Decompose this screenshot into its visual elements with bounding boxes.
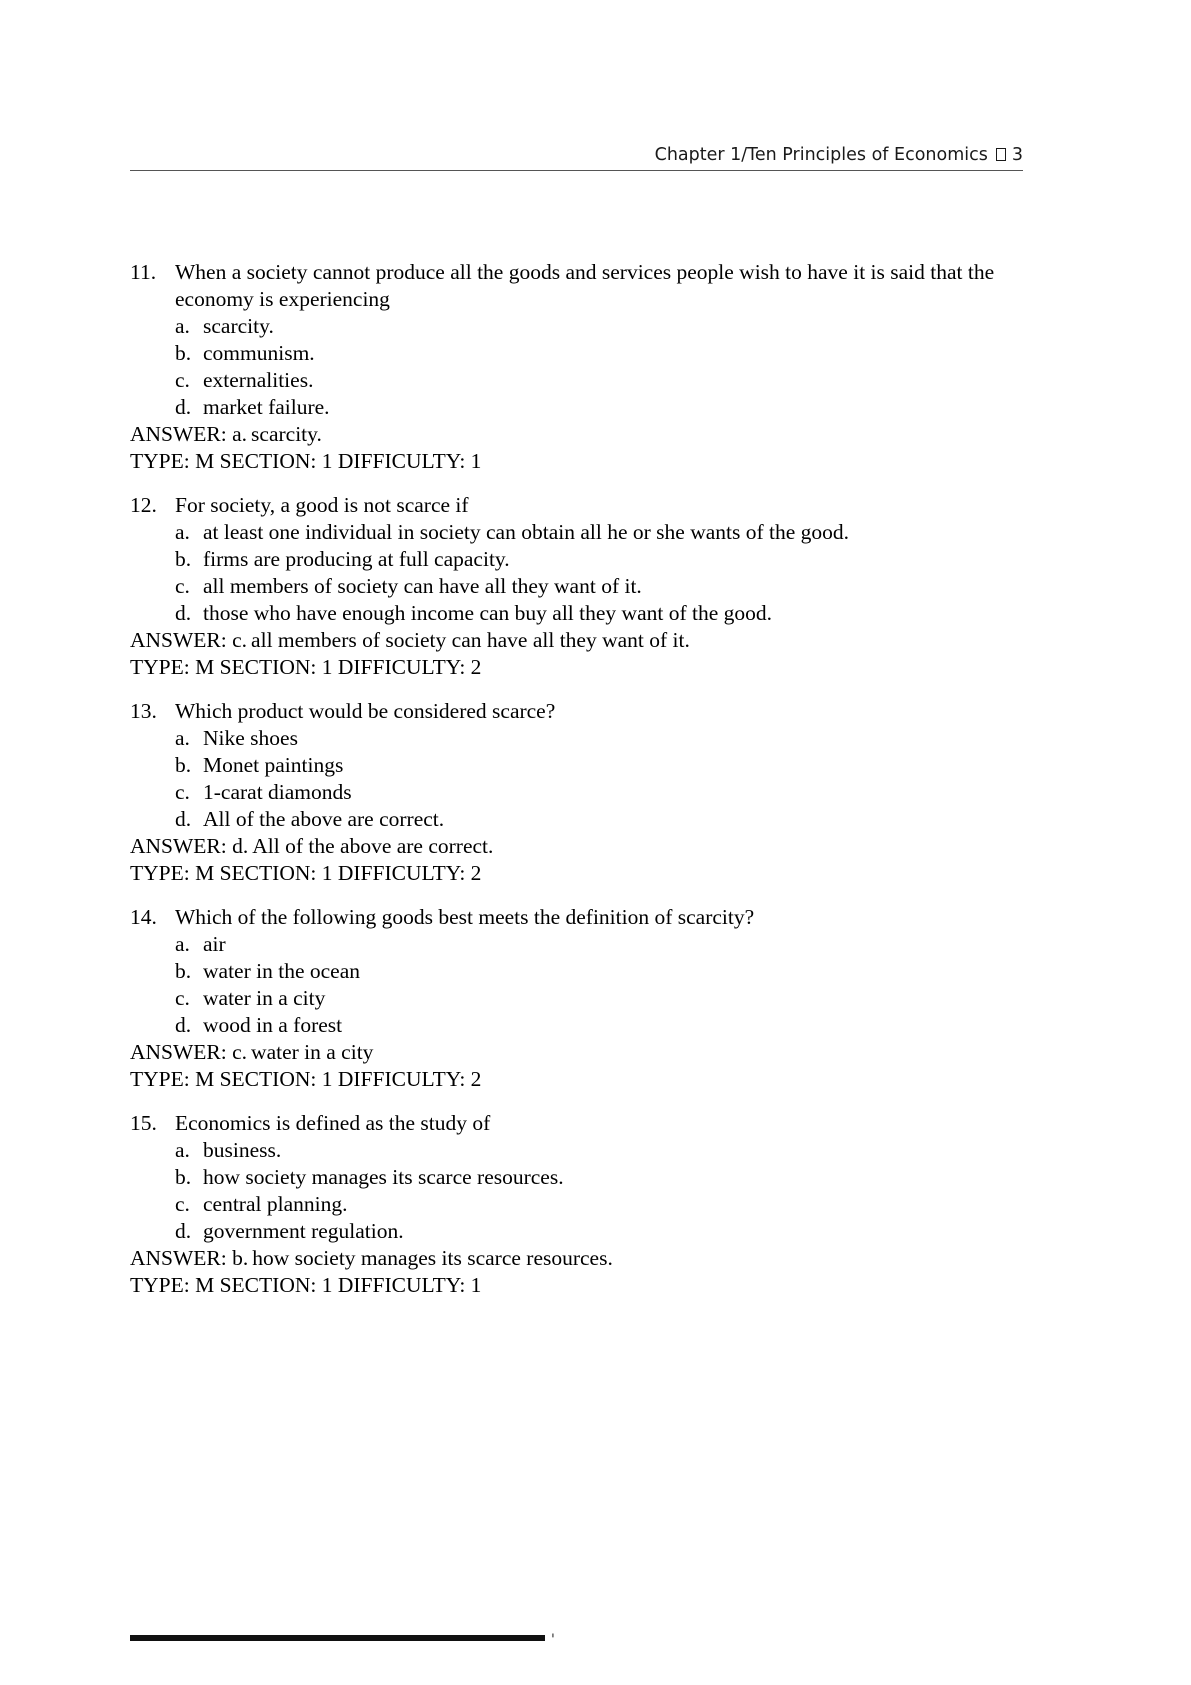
question-block	[130, 698, 1020, 887]
option-letter: b.	[175, 959, 192, 983]
option-row	[175, 367, 1020, 394]
option-letter: b.	[175, 753, 192, 777]
option-letter: a.	[175, 726, 190, 750]
option-row	[175, 573, 1020, 600]
question-meta: TYPE: M SECTION: 1 DIFFICULTY: 1	[130, 449, 482, 473]
footer-rule	[130, 1635, 545, 1641]
answer-label: ANSWER: a.	[130, 422, 248, 446]
page-footer	[130, 1632, 555, 1648]
option-text: Monet paintings	[203, 753, 344, 777]
header-rule	[130, 170, 1023, 171]
option-row	[175, 546, 1020, 573]
option-text: water in the ocean	[203, 959, 360, 983]
answer-text: how society manages its scarce resources.	[252, 1246, 613, 1270]
question-text: Which of the following goods best meets the definition of scarcity?	[175, 905, 755, 929]
option-text: communism.	[203, 341, 315, 365]
option-row	[175, 806, 1020, 833]
option-text: firms are producing at full capacity.	[203, 547, 510, 571]
option-row	[175, 779, 1020, 806]
question-head	[130, 1110, 1020, 1137]
header-title: Chapter 1/Ten Principles of Economics	[654, 145, 988, 165]
question-block	[130, 1110, 1020, 1299]
option-letter: b.	[175, 1165, 192, 1189]
question-meta: TYPE: M SECTION: 1 DIFFICULTY: 2	[130, 861, 482, 885]
option-letter: d.	[175, 807, 192, 831]
question-text: For society, a good is not scarce if	[175, 493, 469, 517]
answer-line	[130, 1245, 1020, 1272]
option-text: how society manages its scarce resources.	[203, 1165, 564, 1189]
option-letter: c.	[175, 574, 190, 598]
option-letter: a.	[175, 1138, 190, 1162]
question-number: 14.	[130, 905, 157, 929]
option-letter: b.	[175, 341, 192, 365]
answer-text: water in a city	[251, 1040, 374, 1064]
answer-line	[130, 1039, 1020, 1066]
option-text: air	[203, 932, 226, 956]
option-row	[175, 1137, 1020, 1164]
question-block	[130, 259, 1020, 475]
option-letter: d.	[175, 395, 192, 419]
option-row	[175, 931, 1020, 958]
option-row	[175, 600, 1020, 627]
option-letter: a.	[175, 520, 190, 544]
option-row	[175, 985, 1020, 1012]
question-text: Economics is defined as the study of	[175, 1111, 491, 1135]
option-row	[175, 958, 1020, 985]
option-text: Nike shoes	[203, 726, 298, 750]
answer-line	[130, 627, 1020, 654]
answer-line	[130, 833, 1020, 860]
options-list	[130, 931, 1020, 1039]
option-text: water in a city	[203, 986, 326, 1010]
answer-label: ANSWER: b.	[130, 1246, 249, 1270]
questions-list	[130, 259, 1020, 1299]
option-letter: d.	[175, 1219, 192, 1243]
page-header	[130, 145, 1023, 171]
question-meta: TYPE: M SECTION: 1 DIFFICULTY: 2	[130, 655, 482, 679]
question-number: 15.	[130, 1111, 157, 1135]
running-header	[130, 145, 1023, 165]
answer-text: all members of society can have all they want of it.	[251, 628, 690, 652]
option-row	[175, 1012, 1020, 1039]
option-text: government regulation.	[203, 1219, 404, 1243]
options-list	[130, 1137, 1020, 1245]
option-letter: c.	[175, 1192, 190, 1216]
option-letter: b.	[175, 547, 192, 571]
answer-label: ANSWER: d.	[130, 834, 249, 858]
option-letter: d.	[175, 601, 192, 625]
option-text: business.	[203, 1138, 282, 1162]
question-text: When a society cannot produce all the goods and services people wish to have it is said that the economy is experiencing	[175, 260, 995, 311]
option-row	[175, 725, 1020, 752]
options-list	[130, 519, 1020, 627]
answer-text: scarcity.	[251, 422, 322, 446]
question-block	[130, 904, 1020, 1093]
option-text: all members of society can have all they want of it.	[203, 574, 642, 598]
option-letter: c.	[175, 368, 190, 392]
answer-line	[130, 421, 1020, 448]
question-text: Which product would be considered scarce?	[175, 699, 556, 723]
option-row	[175, 519, 1020, 546]
question-head	[130, 904, 1020, 931]
question-number: 13.	[130, 699, 157, 723]
option-text: scarcity.	[203, 314, 274, 338]
question-head	[130, 259, 1020, 313]
option-text: 1-carat diamonds	[203, 780, 352, 804]
answer-text: All of the above are correct.	[252, 834, 494, 858]
option-row	[175, 752, 1020, 779]
option-text: All of the above are correct.	[203, 807, 445, 831]
question-number: 11.	[130, 260, 157, 284]
option-text: wood in a forest	[203, 1013, 343, 1037]
option-text: central planning.	[203, 1192, 348, 1216]
answer-label: ANSWER: c.	[130, 1040, 248, 1064]
question-block	[130, 492, 1020, 681]
option-row	[175, 1191, 1020, 1218]
option-letter: c.	[175, 986, 190, 1010]
box-separator-icon	[996, 148, 1006, 161]
option-row	[175, 1164, 1020, 1191]
option-row	[175, 394, 1020, 421]
options-list	[130, 313, 1020, 421]
option-letter: d.	[175, 1013, 192, 1037]
option-row	[175, 340, 1020, 367]
question-meta: TYPE: M SECTION: 1 DIFFICULTY: 2	[130, 1067, 482, 1091]
question-head	[130, 492, 1020, 519]
option-text: those who have enough income can buy all they want of the good.	[203, 601, 773, 625]
option-text: market failure.	[203, 395, 330, 419]
option-row	[175, 313, 1020, 340]
option-text: at least one individual in society can obtain all he or she wants of the good.	[203, 520, 850, 544]
header-page-number: 3	[1011, 145, 1023, 165]
option-text: externalities.	[203, 368, 314, 392]
question-number: 12.	[130, 493, 157, 517]
question-head	[130, 698, 1020, 725]
answer-label: ANSWER: c.	[130, 628, 248, 652]
option-letter: c.	[175, 780, 190, 804]
options-list	[130, 725, 1020, 833]
footer-mark: '	[551, 1632, 555, 1648]
question-meta: TYPE: M SECTION: 1 DIFFICULTY: 1	[130, 1273, 482, 1297]
option-row	[175, 1218, 1020, 1245]
option-letter: a.	[175, 314, 190, 338]
option-letter: a.	[175, 932, 190, 956]
